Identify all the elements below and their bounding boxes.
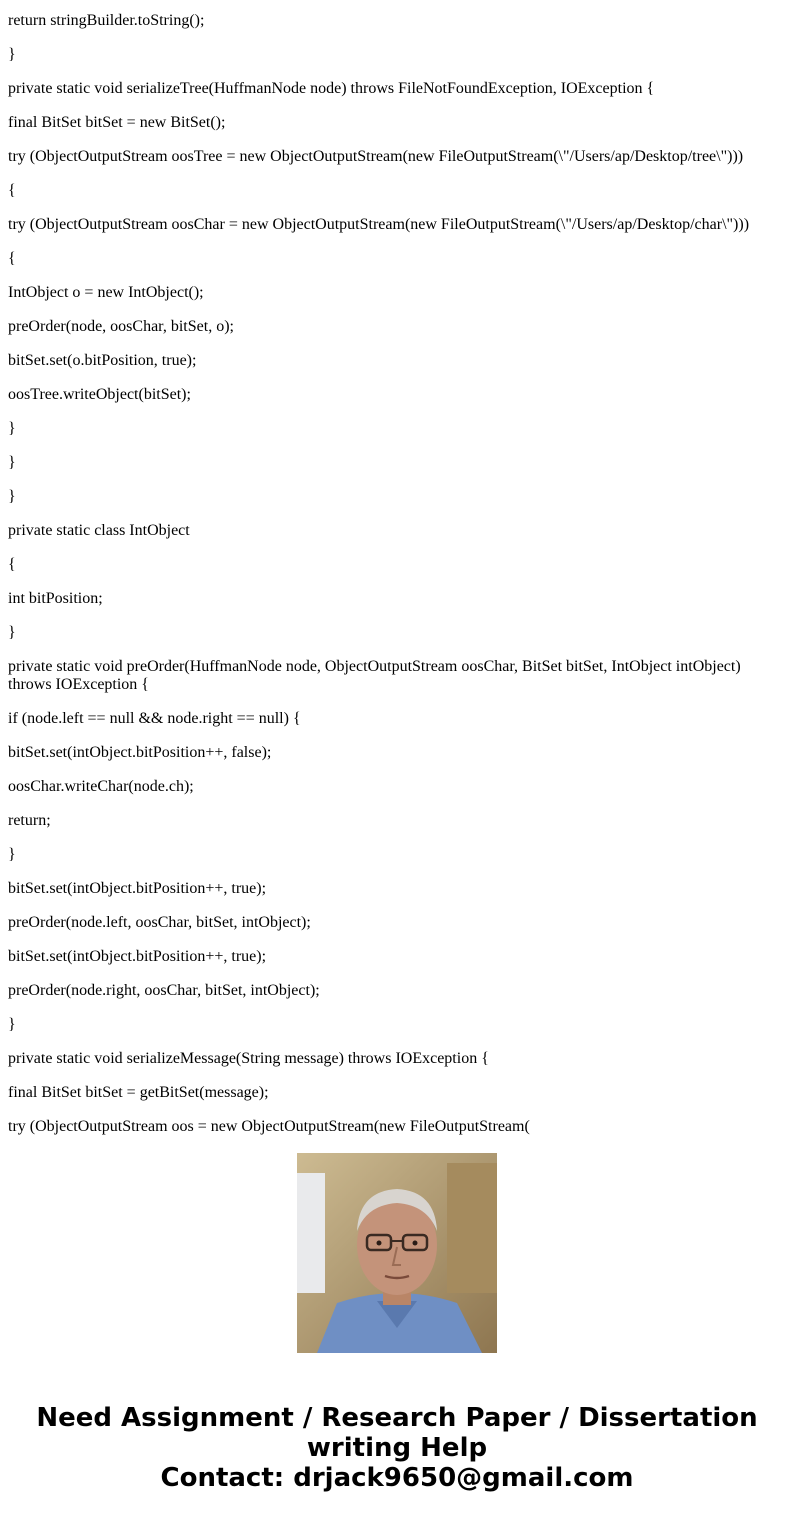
code-line: { — [8, 182, 16, 199]
code-line: if (node.left == null && node.right == null) { — [8, 710, 301, 727]
code-line: } — [8, 488, 16, 505]
code-line: } — [8, 1016, 16, 1033]
code-line: { — [8, 250, 16, 267]
code-line: preOrder(node, oosChar, bitSet, o); — [8, 318, 234, 335]
code-line: bitSet.set(o.bitPosition, true); — [8, 352, 197, 369]
code-line: private static void serializeMessage(String message) throws IOException { — [8, 1050, 489, 1067]
avatar — [297, 1153, 497, 1353]
code-line: { — [8, 556, 16, 573]
code-line: } — [8, 46, 16, 63]
code-line: private static void preOrder(HuffmanNode node, ObjectOutputStream oosChar, BitSet bitSet, IntObject intObject) throws IOException { — [8, 658, 741, 693]
code-line: } — [8, 846, 16, 863]
code-line: preOrder(node.left, oosChar, bitSet, intObject); — [8, 914, 311, 931]
code-line: } — [8, 624, 16, 641]
code-line: oosChar.writeChar(node.ch); — [8, 778, 194, 795]
promo-banner — [0, 1403, 794, 1493]
code-line: bitSet.set(intObject.bitPosition++, true); — [8, 880, 267, 897]
code-line: private static void serializeTree(HuffmanNode node) throws FileNotFoundException, IOException { — [8, 80, 655, 97]
code-line: return stringBuilder.toString(); — [8, 12, 205, 29]
code-line: preOrder(node.right, oosChar, bitSet, intObject); — [8, 982, 320, 999]
code-line: int bitPosition; — [8, 590, 103, 607]
promo-contact: Contact: drjack9650@gmail.com — [160, 1463, 634, 1493]
code-line: oosTree.writeObject(bitSet); — [8, 386, 191, 403]
code-line: try (ObjectOutputStream oos = new ObjectOutputStream(new FileOutputStream( — [8, 1118, 530, 1135]
code-line: try (ObjectOutputStream oosChar = new ObjectOutputStream(new FileOutputStream(\"/Users/ap/Desktop/char\"))) — [8, 216, 750, 233]
code-line: private static class IntObject — [8, 522, 190, 539]
promo-line-2: writing Help — [306, 1433, 488, 1463]
code-line: final BitSet bitSet = getBitSet(message); — [8, 1084, 269, 1101]
code-line: bitSet.set(intObject.bitPosition++, true); — [8, 948, 267, 965]
code-line: bitSet.set(intObject.bitPosition++, false); — [8, 744, 272, 761]
code-line: try (ObjectOutputStream oosTree = new ObjectOutputStream(new FileOutputStream(\"/Users/ap/Desktop/tree\"))) — [8, 148, 744, 165]
code-line: return; — [8, 812, 51, 829]
promo-line-1: Need Assignment / Research Paper / Dissertation — [36, 1403, 758, 1433]
portrait-photo — [297, 1153, 497, 1353]
code-line: final BitSet bitSet = new BitSet(); — [8, 114, 226, 131]
code-line: } — [8, 454, 16, 471]
code-line: IntObject o = new IntObject(); — [8, 284, 204, 301]
code-line: } — [8, 420, 16, 437]
